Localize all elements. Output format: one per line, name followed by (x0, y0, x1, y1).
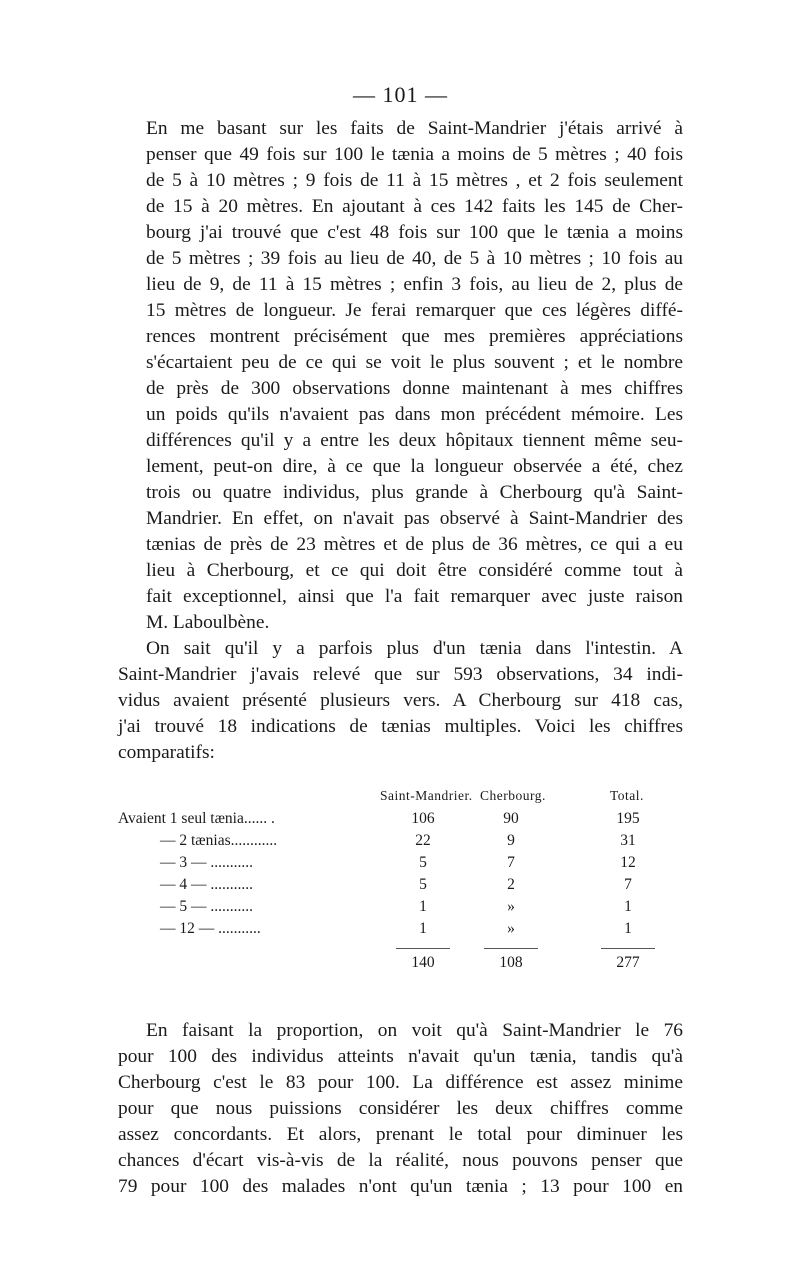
text-line: assez concordants. Et alors, prenant le total pour diminuer les (118, 1124, 683, 1145)
text-line: fait exceptionnel, ainsi que l'a fait remarquer avec juste raison (146, 586, 683, 607)
text-line: chances d'écart vis-à-vis de la réalité, nous pouvons penser que (118, 1150, 683, 1171)
text-line: de 5 mètres ; 39 fois au lieu de 40, de 5 à 10 mètres ; 10 fois au (146, 248, 683, 269)
total-saint-mandrier: 140 (411, 954, 435, 971)
table-row (118, 854, 683, 876)
cell-saint-mandrier: 5 (419, 854, 427, 871)
table-row (118, 810, 683, 832)
text-line: lieu de 9, de 11 à 15 mètres ; enfin 3 fois, au lieu de 2, plus de (146, 274, 683, 295)
cell-total: 1 (624, 920, 632, 937)
column-header-saint-mandrier: Saint-Mandrier. (380, 788, 473, 803)
row-label: — 3 — ........... (160, 854, 253, 871)
text-line: différences qu'il y a entre les deux hôpitaux tiennent même seu- (146, 430, 683, 451)
table-row (118, 920, 683, 942)
page-number: — 101 — (353, 82, 448, 107)
text-line: Mandrier. En effet, on n'avait pas observé à Saint-Mandrier des (146, 508, 683, 529)
text-line: lieu à Cherbourg, et ce qui doit être considéré comme tout à (146, 560, 683, 581)
text-line: Cherbourg c'est le 83 pour 100. La différence est assez minime (118, 1072, 683, 1093)
text-line: de 15 à 20 mètres. En ajoutant à ces 142 faits les 145 de Cher- (146, 196, 683, 217)
cell-saint-mandrier: 1 (419, 920, 427, 937)
cell-total: 1 (624, 898, 632, 915)
text-line: 15 mètres de longueur. Je ferai remarquer que ces légères diffé- (146, 300, 683, 321)
document-page (118, 82, 683, 1200)
cell-cherbourg: 9 (507, 832, 515, 849)
sum-rule (601, 948, 655, 949)
text-line: penser que 49 fois sur 100 le tænia a moins de 5 mètres ; 40 fois (146, 144, 683, 165)
total-cherbourg: 108 (499, 954, 523, 971)
cell-cherbourg: 7 (507, 854, 515, 871)
paragraph-2 (118, 636, 683, 766)
text-line: s'écartaient peu de ce qui se voit le plus souvent ; et le nombre (146, 352, 683, 373)
text-line: vidus avaient présenté plusieurs vers. A Cherbourg sur 418 cas, (118, 690, 683, 711)
comparison-table (118, 788, 683, 992)
text-line: En faisant la proportion, on voit qu'à Saint-Mandrier le 76 (146, 1020, 683, 1041)
cell-cherbourg: » (507, 920, 515, 937)
text-line: M. Laboulbène. (146, 612, 270, 633)
sum-rule (396, 948, 450, 949)
row-label: — 4 — ........... (160, 876, 253, 893)
text-line: pour que nous puissions considérer les deux chiffres comme (118, 1098, 683, 1119)
text-line: de près de 300 observations donne maintenant à mes chiffres (146, 378, 683, 399)
total-total: 277 (616, 954, 640, 971)
row-label: — 12 — ........... (160, 920, 261, 937)
cell-cherbourg: 90 (503, 810, 519, 827)
cell-saint-mandrier: 1 (419, 898, 427, 915)
text-line: tænias de près de 23 mètres et de plus de 36 mètres, ce qui a eu (146, 534, 683, 555)
cell-total: 195 (616, 810, 640, 827)
text-line: 79 pour 100 des malades n'ont qu'un tænia ; 13 pour 100 en (118, 1176, 683, 1197)
row-label: Avaient 1 seul tænia...... . (118, 810, 275, 827)
cell-saint-mandrier: 22 (415, 832, 431, 849)
text-line: pour 100 des individus atteints n'avait qu'un tænia, tandis qu'à (118, 1046, 683, 1067)
cell-total: 7 (624, 876, 632, 893)
cell-saint-mandrier: 5 (419, 876, 427, 893)
table-row (118, 898, 683, 920)
text-line: En me basant sur les faits de Saint-Mandrier j'étais arrivé à (146, 118, 683, 139)
column-header-cherbourg: Cherbourg. (480, 788, 546, 803)
text-line: trois ou quatre individus, plus grande à Cherbourg qu'à Saint- (146, 482, 683, 503)
paragraph-3 (118, 1018, 683, 1200)
text-line: lement, peut-on dire, à ce que la longueur observée a été, chez (146, 456, 683, 477)
sum-rule (484, 948, 538, 949)
cell-cherbourg: » (507, 898, 515, 915)
text-line: On sait qu'il y a parfois plus d'un tænia dans l'intestin. A (146, 638, 683, 659)
text-line: rences montrent précisément que mes premières appréciations (146, 326, 683, 347)
paragraph-1 (118, 116, 683, 636)
table-row (118, 832, 683, 854)
text-line: un poids qu'ils n'avaient pas dans mon précédent mémoire. Les (146, 404, 683, 425)
cell-saint-mandrier: 106 (411, 810, 435, 827)
text-line: bourg j'ai trouvé que c'est 48 fois sur 100 que le tænia a moins (146, 222, 683, 243)
text-line: Saint-Mandrier j'avais relevé que sur 593 observations, 34 indi- (118, 664, 683, 685)
cell-cherbourg: 2 (507, 876, 515, 893)
table-row (118, 876, 683, 898)
row-label: — 5 — ........... (160, 898, 253, 915)
text-line: j'ai trouvé 18 indications de tænias multiples. Voici les chiffres (118, 716, 683, 737)
text-line: comparatifs: (118, 742, 215, 763)
column-header-total: Total. (610, 788, 644, 803)
cell-total: 12 (620, 854, 636, 871)
cell-total: 31 (620, 832, 636, 849)
row-label: — 2 tænias............ (160, 832, 278, 849)
text-line: de 5 à 10 mètres ; 9 fois de 11 à 15 mètres , et 2 fois seulement (146, 170, 683, 191)
